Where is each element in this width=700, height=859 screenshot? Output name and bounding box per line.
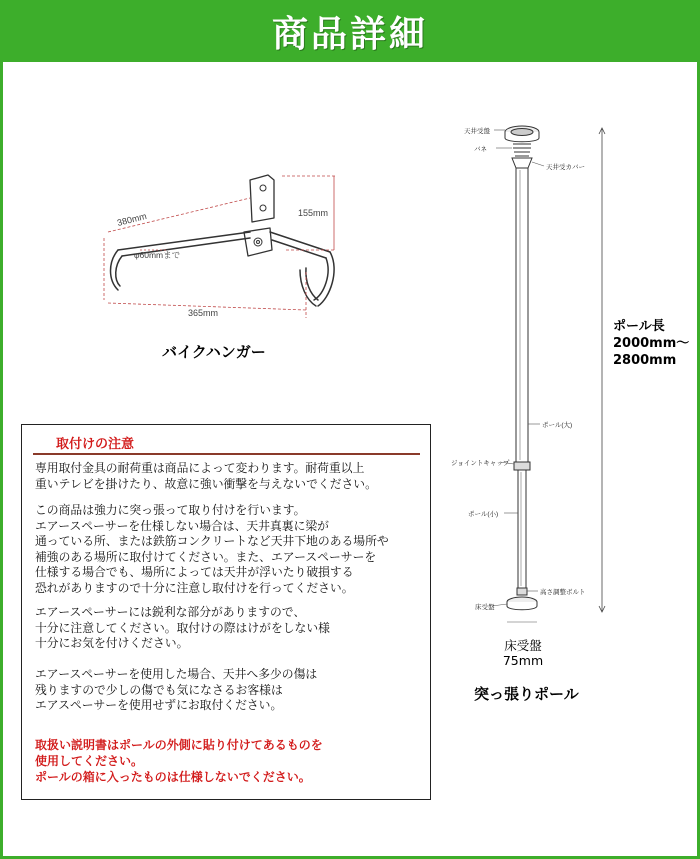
pole-length-dimension	[599, 128, 605, 612]
dim-length-label: 380mm	[116, 210, 148, 228]
part-spring: バネ	[474, 146, 487, 153]
floor-receiver-caption: 床受盤 75mm	[502, 638, 544, 668]
installation-notice-box	[21, 424, 431, 800]
part-pole-large: ポール(大)	[542, 422, 573, 429]
part-ceiling-cover: 天井受カバー	[546, 164, 585, 171]
pole-caption: 突っ張りポール	[474, 685, 579, 703]
notice-title: 取付けの注意	[56, 437, 135, 452]
notice-paragraph-install: この商品は強力に突っ張って取り付けを行います。 エアースペーサーを仕様しない場合は、天井真裏に梁が 通っている所、または鉄筋コンクリートなど天井下地のある場所や 補強のある場所に取付けてください。また、エアースペーサーを 仕様する場合でも、場所によっては天井が浮いたり破損する 恐れがありますので十分に注意し取付けを行ってください。	[35, 503, 389, 595]
part-floor-receiver: 床受盤	[475, 604, 495, 611]
part-joint-cap: ジョイントキャップ	[451, 460, 510, 467]
tension-pole-illustration	[505, 126, 539, 610]
part-pole-small: ポール(小)	[468, 511, 499, 518]
notice-warning: 取扱い説明書はポールの外側に貼り付けてあるものを 使用してください。 ポールの箱に入ったものは仕様しないでください。	[35, 738, 323, 784]
notice-paragraph-scratches: エアースペーサーを使用した場合、天井へ多少の傷は 残りますので少しの傷でも気になさるお客様は エアスペーサーを使用せずにお取付ください。	[35, 667, 318, 713]
dim-width-label: 365mm	[188, 308, 219, 318]
hanger-caption: バイクハンガー	[162, 343, 266, 361]
dim-height-label: 155mm	[298, 208, 329, 218]
part-ceiling-receiver: 天井受盤	[464, 128, 490, 135]
bike-hanger-illustration	[111, 175, 335, 306]
dim-diameter-label: φ60mmまで	[134, 250, 181, 260]
notice-title-underline	[33, 453, 420, 455]
page-title: 商品詳細	[271, 13, 428, 55]
part-height-bolt: 高さ調整ボルト	[540, 589, 586, 596]
notice-paragraph-sharp: エアースペーサーには鋭利な部分がありますので、 十分に注意してください。取付けの際はけがをしない様 十分にお気を付けください。	[35, 605, 330, 651]
pole-length-label: ポール長 2000mm～ 2800mm	[613, 319, 690, 368]
notice-paragraph-load: 専用取付金具の耐荷重は商品によって変わります。耐荷重以上 重いテレビを掛けたり、故意に強い衝撃を与えないでください。	[35, 461, 377, 491]
